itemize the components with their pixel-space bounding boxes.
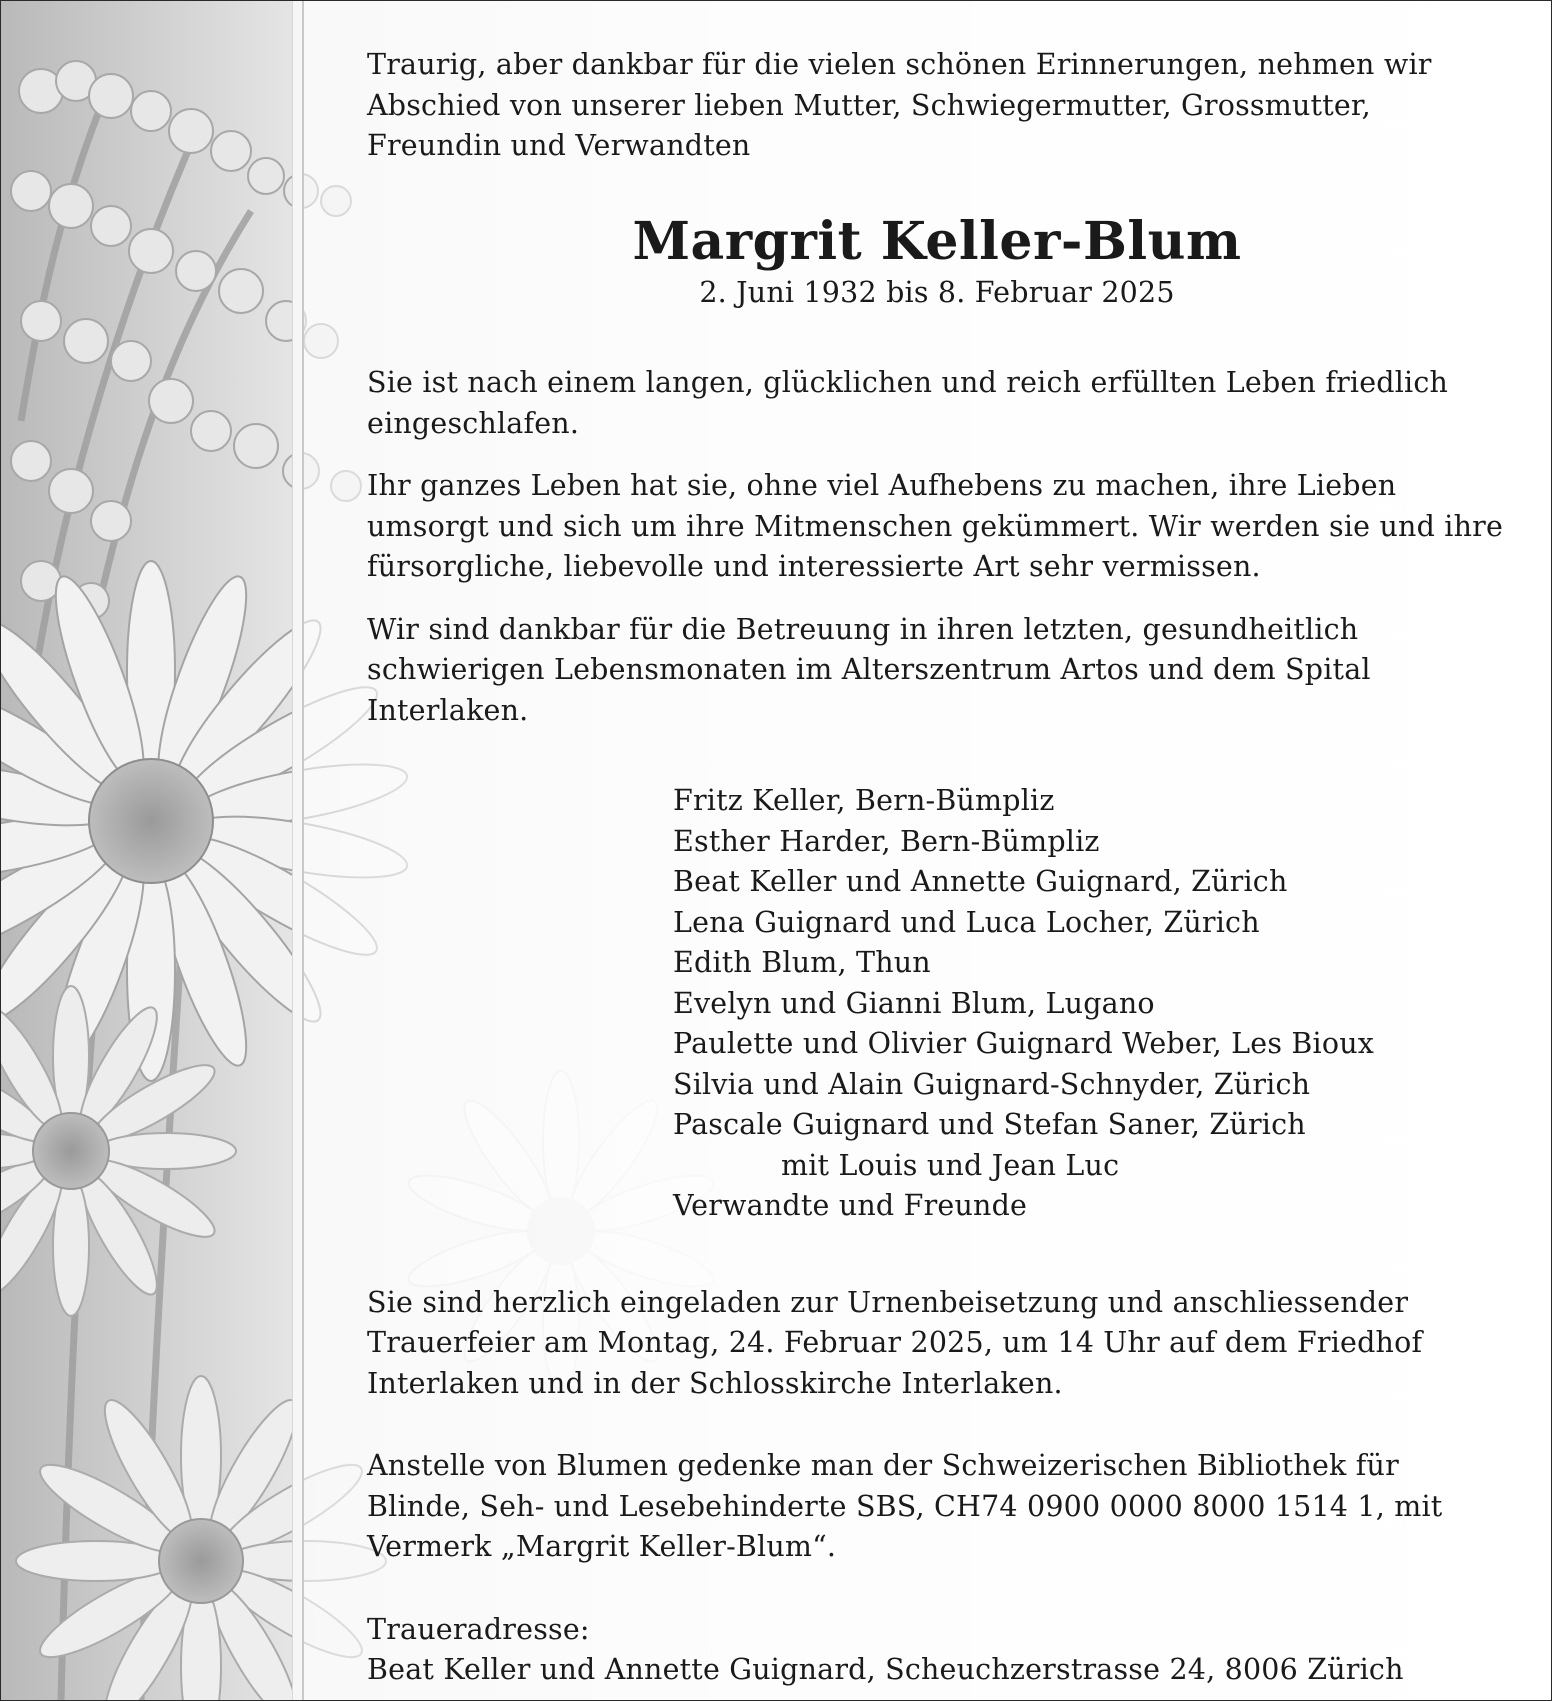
ceremony-text: Sie sind herzlich eingeladen zur Urnenbeisetzung und anschliessender Trauerfeier am Montag, 24. Februar 2025, um 14 Uhr auf dem Friedhof Interlaken und in der Schlosskirche Interlaken. [367,1285,1423,1400]
paragraph-thanks: Wir sind dankbar für die Betreuung in ihren letzten, gesundheitlich schwierigen Lebensmonaten im Alterszentrum Artos und dem Spital Interlaken. [367,612,1371,727]
notice-text [367,45,1507,1691]
mourner: Verwandte und Freunde [673,1189,1028,1222]
mourner: Beat Keller und Annette Guignard, Zürich [673,865,1288,898]
donation-text: Anstelle von Blumen gedenke man der Schweizerischen Bibliothek für Blinde, Seh- und Lesebehinderte SBS, CH74 0900 0000 8000 1514 1, mit Vermerk „Margrit Keller-Blum“. [367,1449,1443,1563]
mourner: Lena Guignard und Luca Locher, Zürich [673,905,1260,939]
mourner: Pascale Guignard und Stefan Saner, Zürich [673,1108,1306,1141]
mourner: Edith Blum, Thun [673,946,931,979]
intro-text: Traurig, aber dankbar für die vielen schönen Erinnerungen, nehmen wir Abschied von unserer lieben Mutter, Schwiegermutter, Grossmutter, Freundin und Verwandten [367,48,1432,162]
mourners-list [673,781,1507,1227]
paragraph-life: Sie ist nach einem langen, glücklichen und reich erfüllten Leben friedlich eingeschlafen. [367,366,1449,440]
mourner: Esther Harder, Bern-Bümpliz [673,824,1100,858]
mourner: Paulette und Olivier Guignard Weber, Les Bioux [673,1027,1375,1060]
paragraph-character: Ihr ganzes Leben hat sie, ohne viel Aufhebens zu machen, ihre Lieben umsorgt und sich um ihre Mitmenschen gekümmert. Wir werden sie und ihre fürsorgliche, liebevolle und interessierte Art sehr vermissen. [367,469,1504,583]
address-label: Traueradresse: [367,1612,590,1646]
mourner: Evelyn und Gianni Blum, Lugano [673,986,1155,1020]
mourning-address: Beat Keller und Annette Guignard, Scheuchzerstrasse 24, 8006 Zürich [367,1653,1404,1686]
life-dates: 2. Juni 1932 bis 8. Februar 2025 [699,275,1175,309]
deceased-name: Margrit Keller-Blum [632,210,1242,272]
mourner: Fritz Keller, Bern-Bümpliz [673,784,1055,817]
mourner: mit Louis und Jean Luc [781,1148,1120,1182]
mourner: Silvia und Alain Guignard-Schnyder, Zürich [673,1067,1311,1101]
